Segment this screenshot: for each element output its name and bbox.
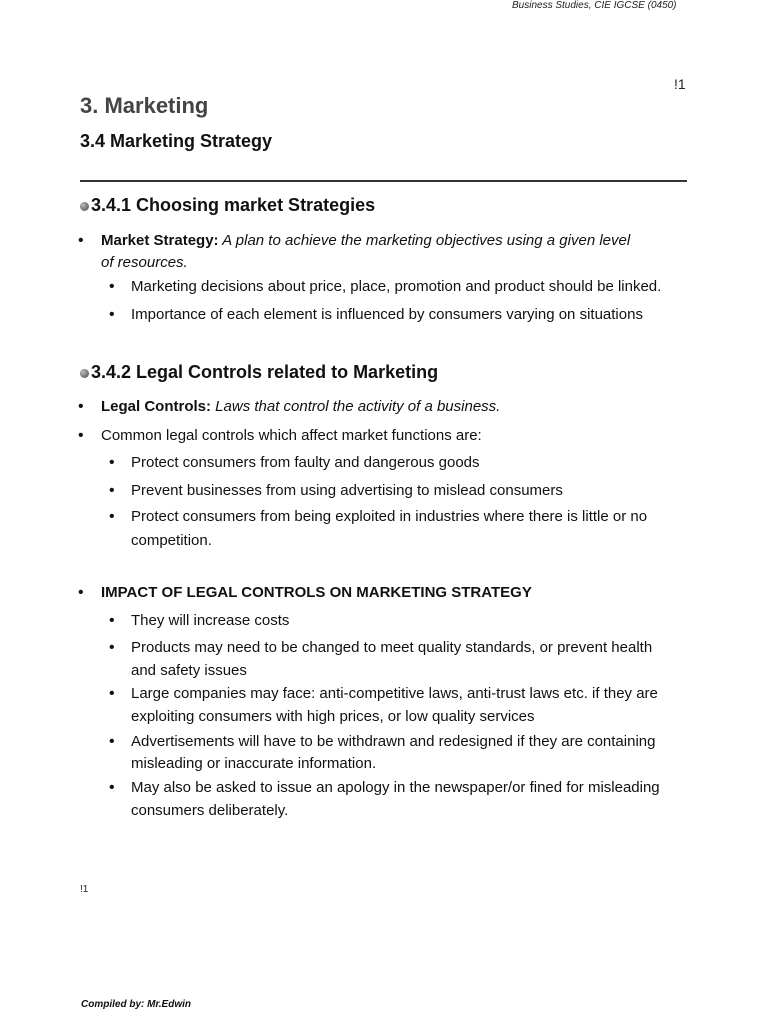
definition-term: Market Strategy: (101, 232, 219, 249)
list-item-continued: consumers deliberately. (131, 802, 289, 819)
bullet-icon: • (78, 584, 84, 601)
definition-text-continued: of resources. (101, 254, 188, 271)
footer-compiled-by: Compiled by: Mr.Edwin (81, 999, 192, 1010)
bullet-icon: • (109, 612, 115, 629)
list-item-continued: and safety issues (131, 662, 247, 679)
bullet-icon: • (109, 508, 115, 525)
list-item: Protect consumers from being exploited in industries where there is little or no (131, 508, 648, 525)
bullet-icon: • (78, 232, 84, 249)
definition-market-strategy (101, 232, 630, 250)
bullet-icon: • (109, 306, 115, 323)
subsection-heading-choosing-strategies (80, 195, 375, 216)
chapter-title: 3. Marketing (80, 93, 209, 118)
impact-heading: IMPACT OF LEGAL CONTROLS ON MARKETING STRATEGY (101, 584, 532, 601)
list-item-continued: exploiting consumers with high prices, or low quality services (131, 708, 535, 725)
heading-bullet-icon (80, 369, 89, 378)
bullet-icon: • (109, 482, 115, 499)
bullet-icon: • (109, 685, 115, 702)
bullet-icon: • (109, 779, 115, 796)
list-item: They will increase costs (131, 612, 290, 629)
bullet-icon: • (109, 639, 115, 656)
list-item: Advertisements will have to be withdrawn and redesigned if they are containing (131, 733, 656, 750)
subsection-heading-text: 3.4.1 Choosing market Strategies (91, 195, 376, 215)
definition-text: Laws that control the activity of a business. (211, 398, 501, 415)
subsection-heading-legal-controls (80, 362, 438, 383)
bullet-icon: • (109, 278, 115, 295)
list-item: May also be asked to issue an apology in the newspaper/or fined for misleading (131, 779, 660, 796)
list-item: Products may need to be changed to meet quality standards, or prevent health (131, 639, 653, 656)
bullet-icon: • (109, 733, 115, 750)
running-header: Business Studies, CIE IGCSE (0450) (512, 0, 677, 11)
list-item: Protect consumers from faulty and dangerous goods (131, 454, 480, 471)
list-item: Importance of each element is influenced by consumers varying on situations (131, 306, 643, 323)
list-item-continued: competition. (131, 532, 212, 549)
bullet-icon: • (78, 427, 84, 444)
definition-text: A plan to achieve the marketing objectives using a given level (218, 232, 631, 249)
list-item: Prevent businesses from using advertising to mislead consumers (131, 482, 563, 499)
bullet-icon: • (78, 398, 84, 415)
bullet-icon: • (109, 454, 115, 471)
page-number-bottom: !1 (80, 884, 89, 895)
list-intro: Common legal controls which affect market functions are: (101, 427, 482, 444)
definition-legal-controls (101, 398, 500, 416)
section-title: 3.4 Marketing Strategy (80, 131, 273, 151)
list-item: Large companies may face: anti-competitive laws, anti-trust laws etc. if they are (131, 685, 658, 702)
subsection-heading-text: 3.4.2 Legal Controls related to Marketing (91, 362, 439, 382)
section-divider (80, 180, 687, 182)
page-number-top: !1 (674, 76, 686, 92)
list-item: Marketing decisions about price, place, promotion and product should be linked. (131, 278, 662, 295)
definition-term: Legal Controls: (101, 398, 212, 415)
heading-bullet-icon (80, 202, 89, 211)
list-item-continued: misleading or inaccurate information. (131, 755, 377, 772)
